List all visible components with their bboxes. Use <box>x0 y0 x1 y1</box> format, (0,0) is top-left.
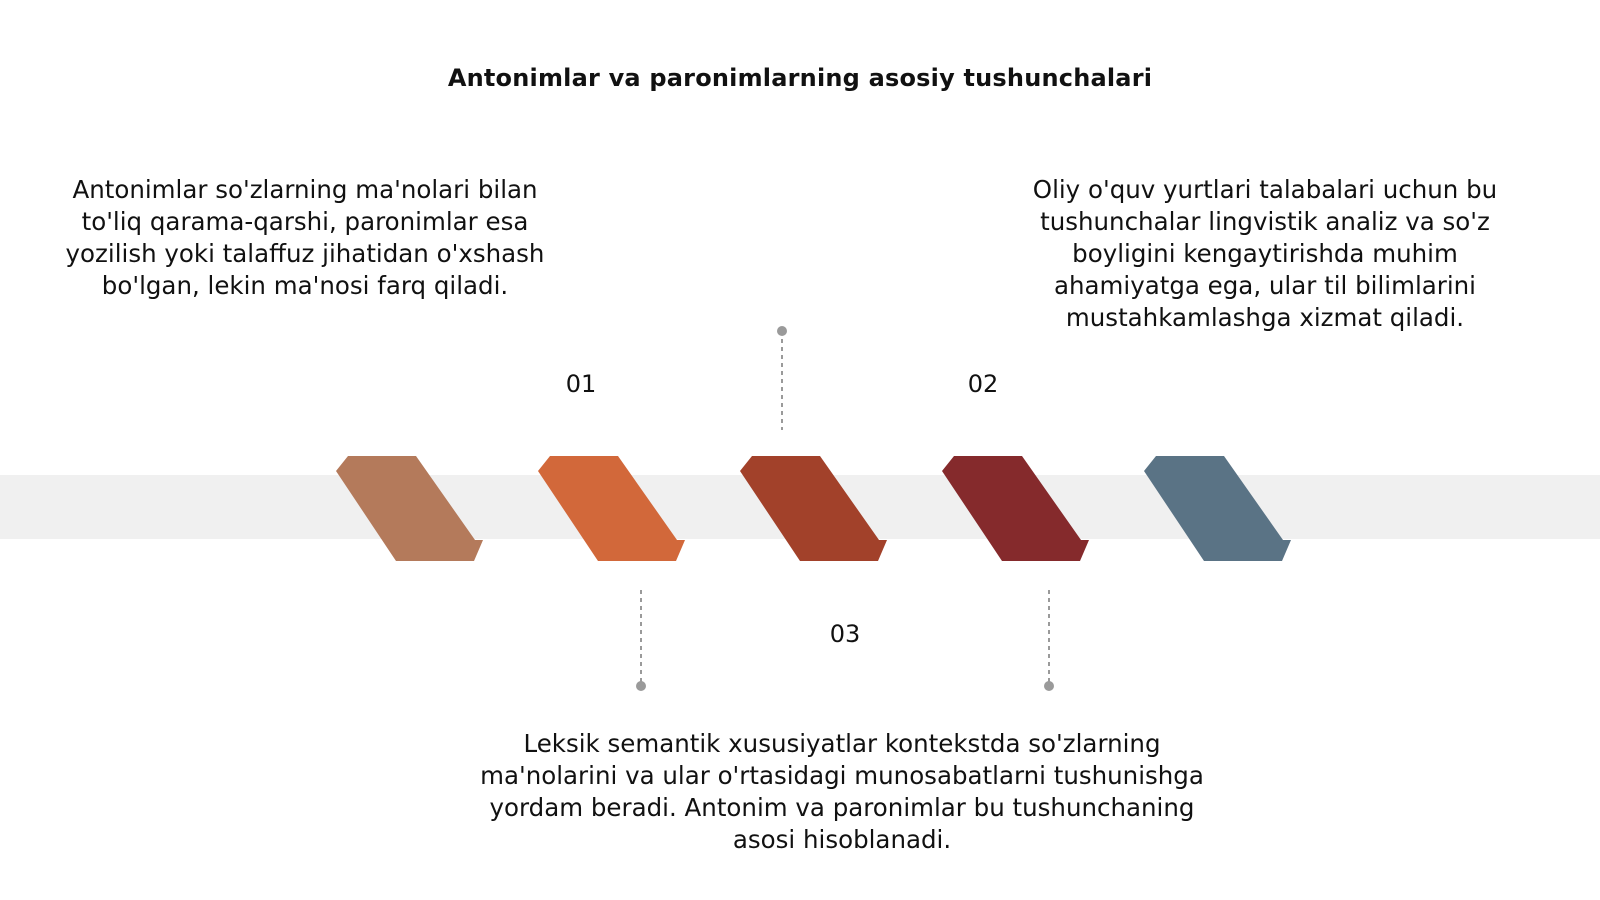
chevron-2 <box>538 456 685 561</box>
chevron-5 <box>1144 456 1291 561</box>
step-2-description: Oliy o'quv yurtlari talabalari uchun bu tushunchalar lingvistik analiz va so'z boyligini kengaytirishda muhim ahamiyatga ega, ular til bilimlarini mustahkamlashga xizmat qiladi. <box>1032 175 1498 332</box>
step-3-description: Leksik semantik xususiyatlar kontekstda so'zlarning ma'nolarini va ular o'rtasidagi munosabatlarni tushunishga yordam beradi. Antonim va paronimlar bu tushunchaning asosi hisoblanadi. <box>480 729 1204 854</box>
step-1-number: 01 <box>565 370 597 398</box>
chevron-1 <box>336 456 483 561</box>
step-2-number: 02 <box>967 370 999 398</box>
connector-top <box>777 326 787 430</box>
step-1-description: Antonimlar so'zlarning ma'nolari bilan to'liq qarama-qarshi, paronimlar esa yozilish yoki talaffuz jihatidan o'xshash bo'lgan, lekin ma'nosi farq qiladi. <box>65 175 545 300</box>
connector-bottom-right <box>1044 590 1054 691</box>
connector-bottom-left <box>636 590 646 691</box>
chevron-3 <box>740 456 887 561</box>
page-title: Antonimlar va paronimlarning asosiy tushunchalari <box>447 64 1153 92</box>
step-3-number: 03 <box>829 620 861 648</box>
chevron-4 <box>942 456 1089 561</box>
